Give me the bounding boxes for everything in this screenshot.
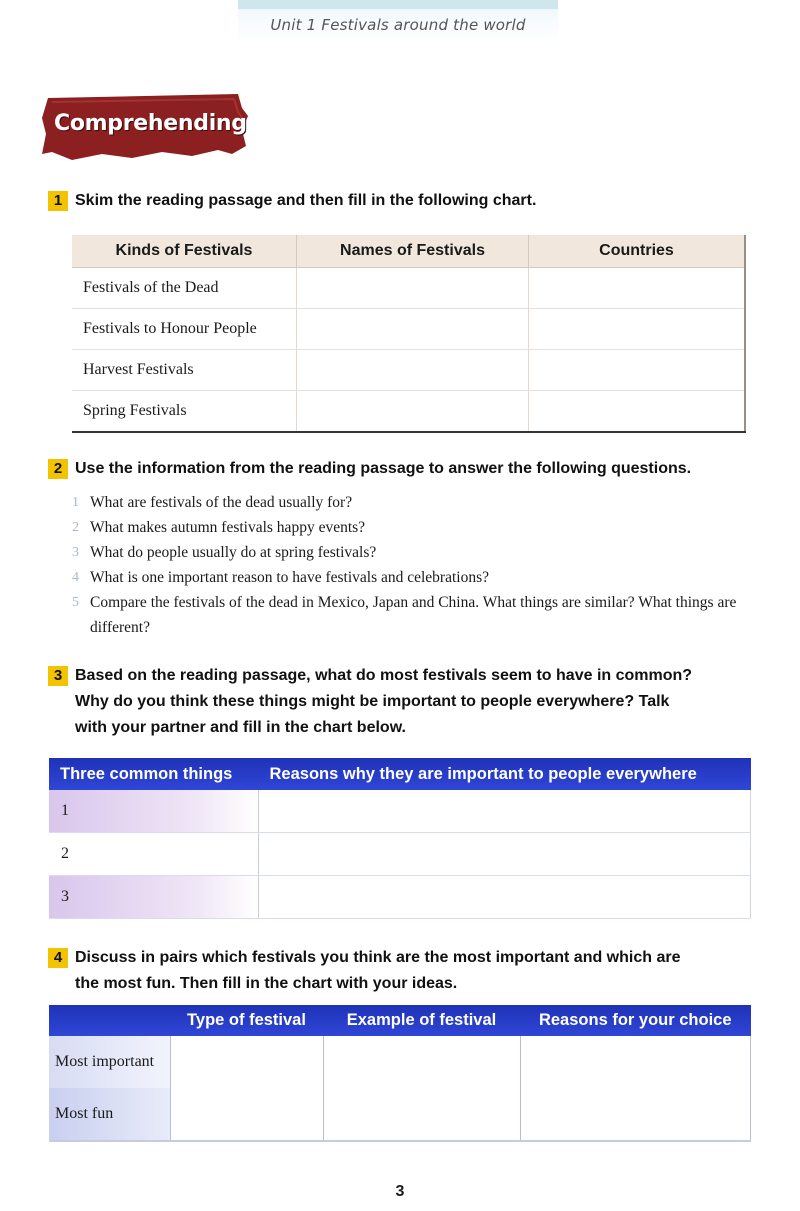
question-3-line-1: Based on the reading passage, what do most festivals seem to have in common? xyxy=(75,667,693,684)
festival-opinion-chart xyxy=(49,1005,751,1142)
table-row-label: Harvest Festivals xyxy=(72,350,297,391)
column-header: Type of festival xyxy=(170,1005,323,1036)
table-cell[interactable] xyxy=(297,391,529,433)
table-cell[interactable] xyxy=(529,350,746,391)
table-cell[interactable] xyxy=(259,833,751,876)
table-cell[interactable] xyxy=(529,391,746,433)
table-cell[interactable] xyxy=(297,309,529,350)
table-row-label: Festivals to Honour People xyxy=(72,309,297,350)
column-header: Kinds of Festivals xyxy=(72,235,297,268)
table-cell[interactable] xyxy=(323,1088,520,1141)
table-cell[interactable] xyxy=(259,790,751,833)
question-number-1: 1 xyxy=(48,191,68,211)
column-header: Names of Festivals xyxy=(297,235,529,268)
item-text: What do people usually do at spring festivals? xyxy=(90,544,377,561)
row-label: Most fun xyxy=(49,1088,170,1141)
question-3-line-3: with your partner and fill in the chart below. xyxy=(75,719,406,736)
question-4-line-2: the most fun. Then fill in the chart with your ideas. xyxy=(75,975,458,992)
row-label: Most important xyxy=(49,1036,170,1088)
question-1-text: Skim the reading passage and then fill in the following chart. xyxy=(75,192,537,209)
table-cell[interactable] xyxy=(297,268,529,309)
table-cell[interactable] xyxy=(520,1036,751,1088)
row-number: 2 xyxy=(49,833,259,876)
list-item xyxy=(72,590,762,640)
table-cell[interactable] xyxy=(529,309,746,350)
table-cell[interactable] xyxy=(170,1036,323,1088)
column-header xyxy=(49,1005,170,1036)
festivals-chart xyxy=(72,235,746,433)
row-number: 3 xyxy=(49,876,259,919)
column-header: Three common things xyxy=(49,758,259,790)
common-things-chart xyxy=(49,758,751,919)
unit-title: Unit 1 Festivals around the world xyxy=(270,16,526,34)
table-cell[interactable] xyxy=(529,268,746,309)
item-number: 5 xyxy=(72,595,79,610)
question-number-3: 3 xyxy=(48,666,68,686)
list-item xyxy=(72,540,762,565)
item-number: 3 xyxy=(72,545,79,560)
list-item xyxy=(72,565,762,590)
question-2-text: Use the information from the reading passage to answer the following questions. xyxy=(75,460,692,477)
page-number: 3 xyxy=(395,1183,405,1200)
question-number-2: 2 xyxy=(48,459,68,479)
column-header: Reasons why they are important to people everywhere xyxy=(259,758,751,790)
table-cell[interactable] xyxy=(520,1088,751,1141)
table-cell[interactable] xyxy=(259,876,751,919)
item-number: 2 xyxy=(72,520,79,535)
item-text: What makes autumn festivals happy events? xyxy=(90,519,366,536)
question-number-4: 4 xyxy=(48,948,68,968)
column-header: Countries xyxy=(529,235,746,268)
item-number: 1 xyxy=(72,495,79,510)
table-row-label: Spring Festivals xyxy=(72,391,297,433)
question-4-line-1: Discuss in pairs which festivals you think are the most important and which are xyxy=(75,949,681,966)
item-text: Compare the festivals of the dead in Mexico, Japan and China. What things are similar? What things are different? xyxy=(90,594,737,636)
column-header: Example of festival xyxy=(323,1005,520,1036)
question-3-line-2: Why do you think these things might be important to people everywhere? Talk xyxy=(75,693,670,710)
item-text: What is one important reason to have festivals and celebrations? xyxy=(90,569,489,586)
column-header: Reasons for your choice xyxy=(520,1005,751,1036)
table-row-label: Festivals of the Dead xyxy=(72,268,297,309)
item-number: 4 xyxy=(72,570,79,585)
question-list xyxy=(72,490,762,640)
table-cell[interactable] xyxy=(297,350,529,391)
table-cell[interactable] xyxy=(170,1088,323,1141)
row-number: 1 xyxy=(49,790,259,833)
section-title: Comprehending xyxy=(54,111,247,136)
list-item xyxy=(72,515,762,540)
table-cell[interactable] xyxy=(323,1036,520,1088)
list-item xyxy=(72,490,762,515)
item-text: What are festivals of the dead usually for? xyxy=(90,494,353,511)
